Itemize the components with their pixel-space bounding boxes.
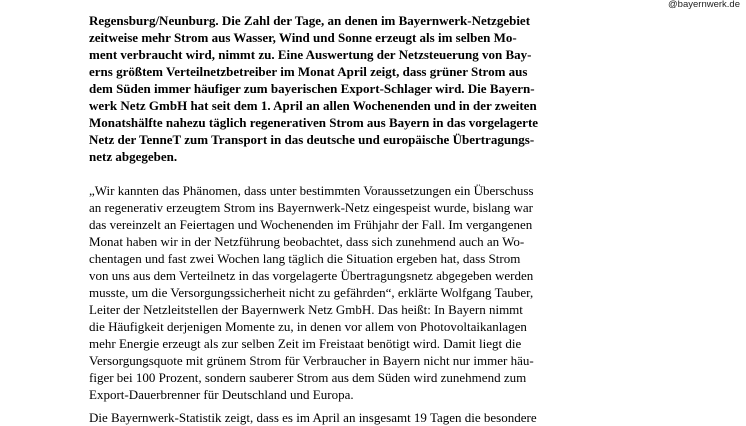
press-release-body	[89, 12, 573, 426]
quote-line: figer bei 100 Prozent, sondern sauberer Strom aus dem Süden wird zunehmend zum	[89, 370, 527, 385]
lead-line: werk Netz GmbH hat seit dem 1. April an allen Wochenenden und in der zweiten	[89, 98, 537, 113]
lead-paragraph	[89, 12, 573, 165]
quote-line: das vereinzelt an Feiertagen und Wochenenden im Frühjahr der Fall. Im vergangenen	[89, 217, 533, 232]
lead-line: erns größtem Verteilnetzbetreiber im Monat April zeigt, dass grüner Strom aus	[89, 64, 528, 79]
quote-paragraph	[89, 182, 573, 403]
quote-line: von uns aus dem Verteilnetz in das vorgelagerte Übertragungsnetz abgegeben werden	[89, 268, 534, 283]
lead-line: Regensburg/Neunburg. Die Zahl der Tage, an denen im Bayernwerk-Netzgebiet	[89, 13, 531, 28]
lead-line: zeitweise mehr Strom aus Wasser, Wind und Sonne erzeugt als im selben Mo-	[89, 30, 517, 45]
sender-domain: @bayernwerk.de	[668, 0, 740, 10]
quote-line: Export-Dauerbrenner für Deutschland und Europa.	[89, 387, 354, 402]
lead-line: Monatshälfte nahezu täglich regenerativen Strom aus Bayern in das vorgelagerte	[89, 115, 539, 130]
lead-line: dem Süden immer häufiger zum bayerischen Export-Schlager wird. Die Bayern-	[89, 81, 535, 96]
quote-line: musste, um die Versorgungssicherheit nicht zu gefährden“, erklärte Wolfgang Tauber,	[89, 285, 534, 300]
quote-line: mehr Energie erzeugt als zur selben Zeit im Freistaat benötigt wird. Damit liegt die	[89, 336, 522, 351]
lead-line: netz abgegeben.	[89, 149, 178, 164]
statistics-paragraph	[89, 409, 573, 426]
quote-line: chentagen und fast zwei Wochen lang täglich die Situation ergeben hat, dass Strom	[89, 251, 521, 266]
lead-line: Netz der TenneT zum Transport in das deutsche und europäische Übertragungs-	[89, 132, 535, 147]
quote-line: die Häufigkeit derjenigen Momente zu, in denen vor allem von Photovoltaikanlagen	[89, 319, 527, 334]
lead-line: ment verbraucht wird, nimmt zu. Eine Auswertung der Netzsteuerung von Bay-	[89, 47, 532, 62]
quote-line: Versorgungsquote mit grünem Strom für Verbraucher in Bayern nicht nur immer häu-	[89, 353, 534, 368]
statistics-line: Die Bayernwerk-Statistik zeigt, dass es im April an insgesamt 19 Tagen die besondere	[89, 410, 537, 425]
quote-line: Monat haben wir in der Netzführung beobachtet, dass sich zunehmend auch an Wo-	[89, 234, 525, 249]
quote-line: „Wir kannten das Phänomen, dass unter bestimmten Voraussetzungen ein Überschuss	[89, 183, 534, 198]
quote-line: an regenerativ erzeugtem Strom ins Bayernwerk-Netz eingespeist wurde, bislang war	[89, 200, 534, 215]
quote-line: Leiter der Netzleitstellen der Bayernwerk Netz GmbH. Das heißt: In Bayern nimmt	[89, 302, 523, 317]
